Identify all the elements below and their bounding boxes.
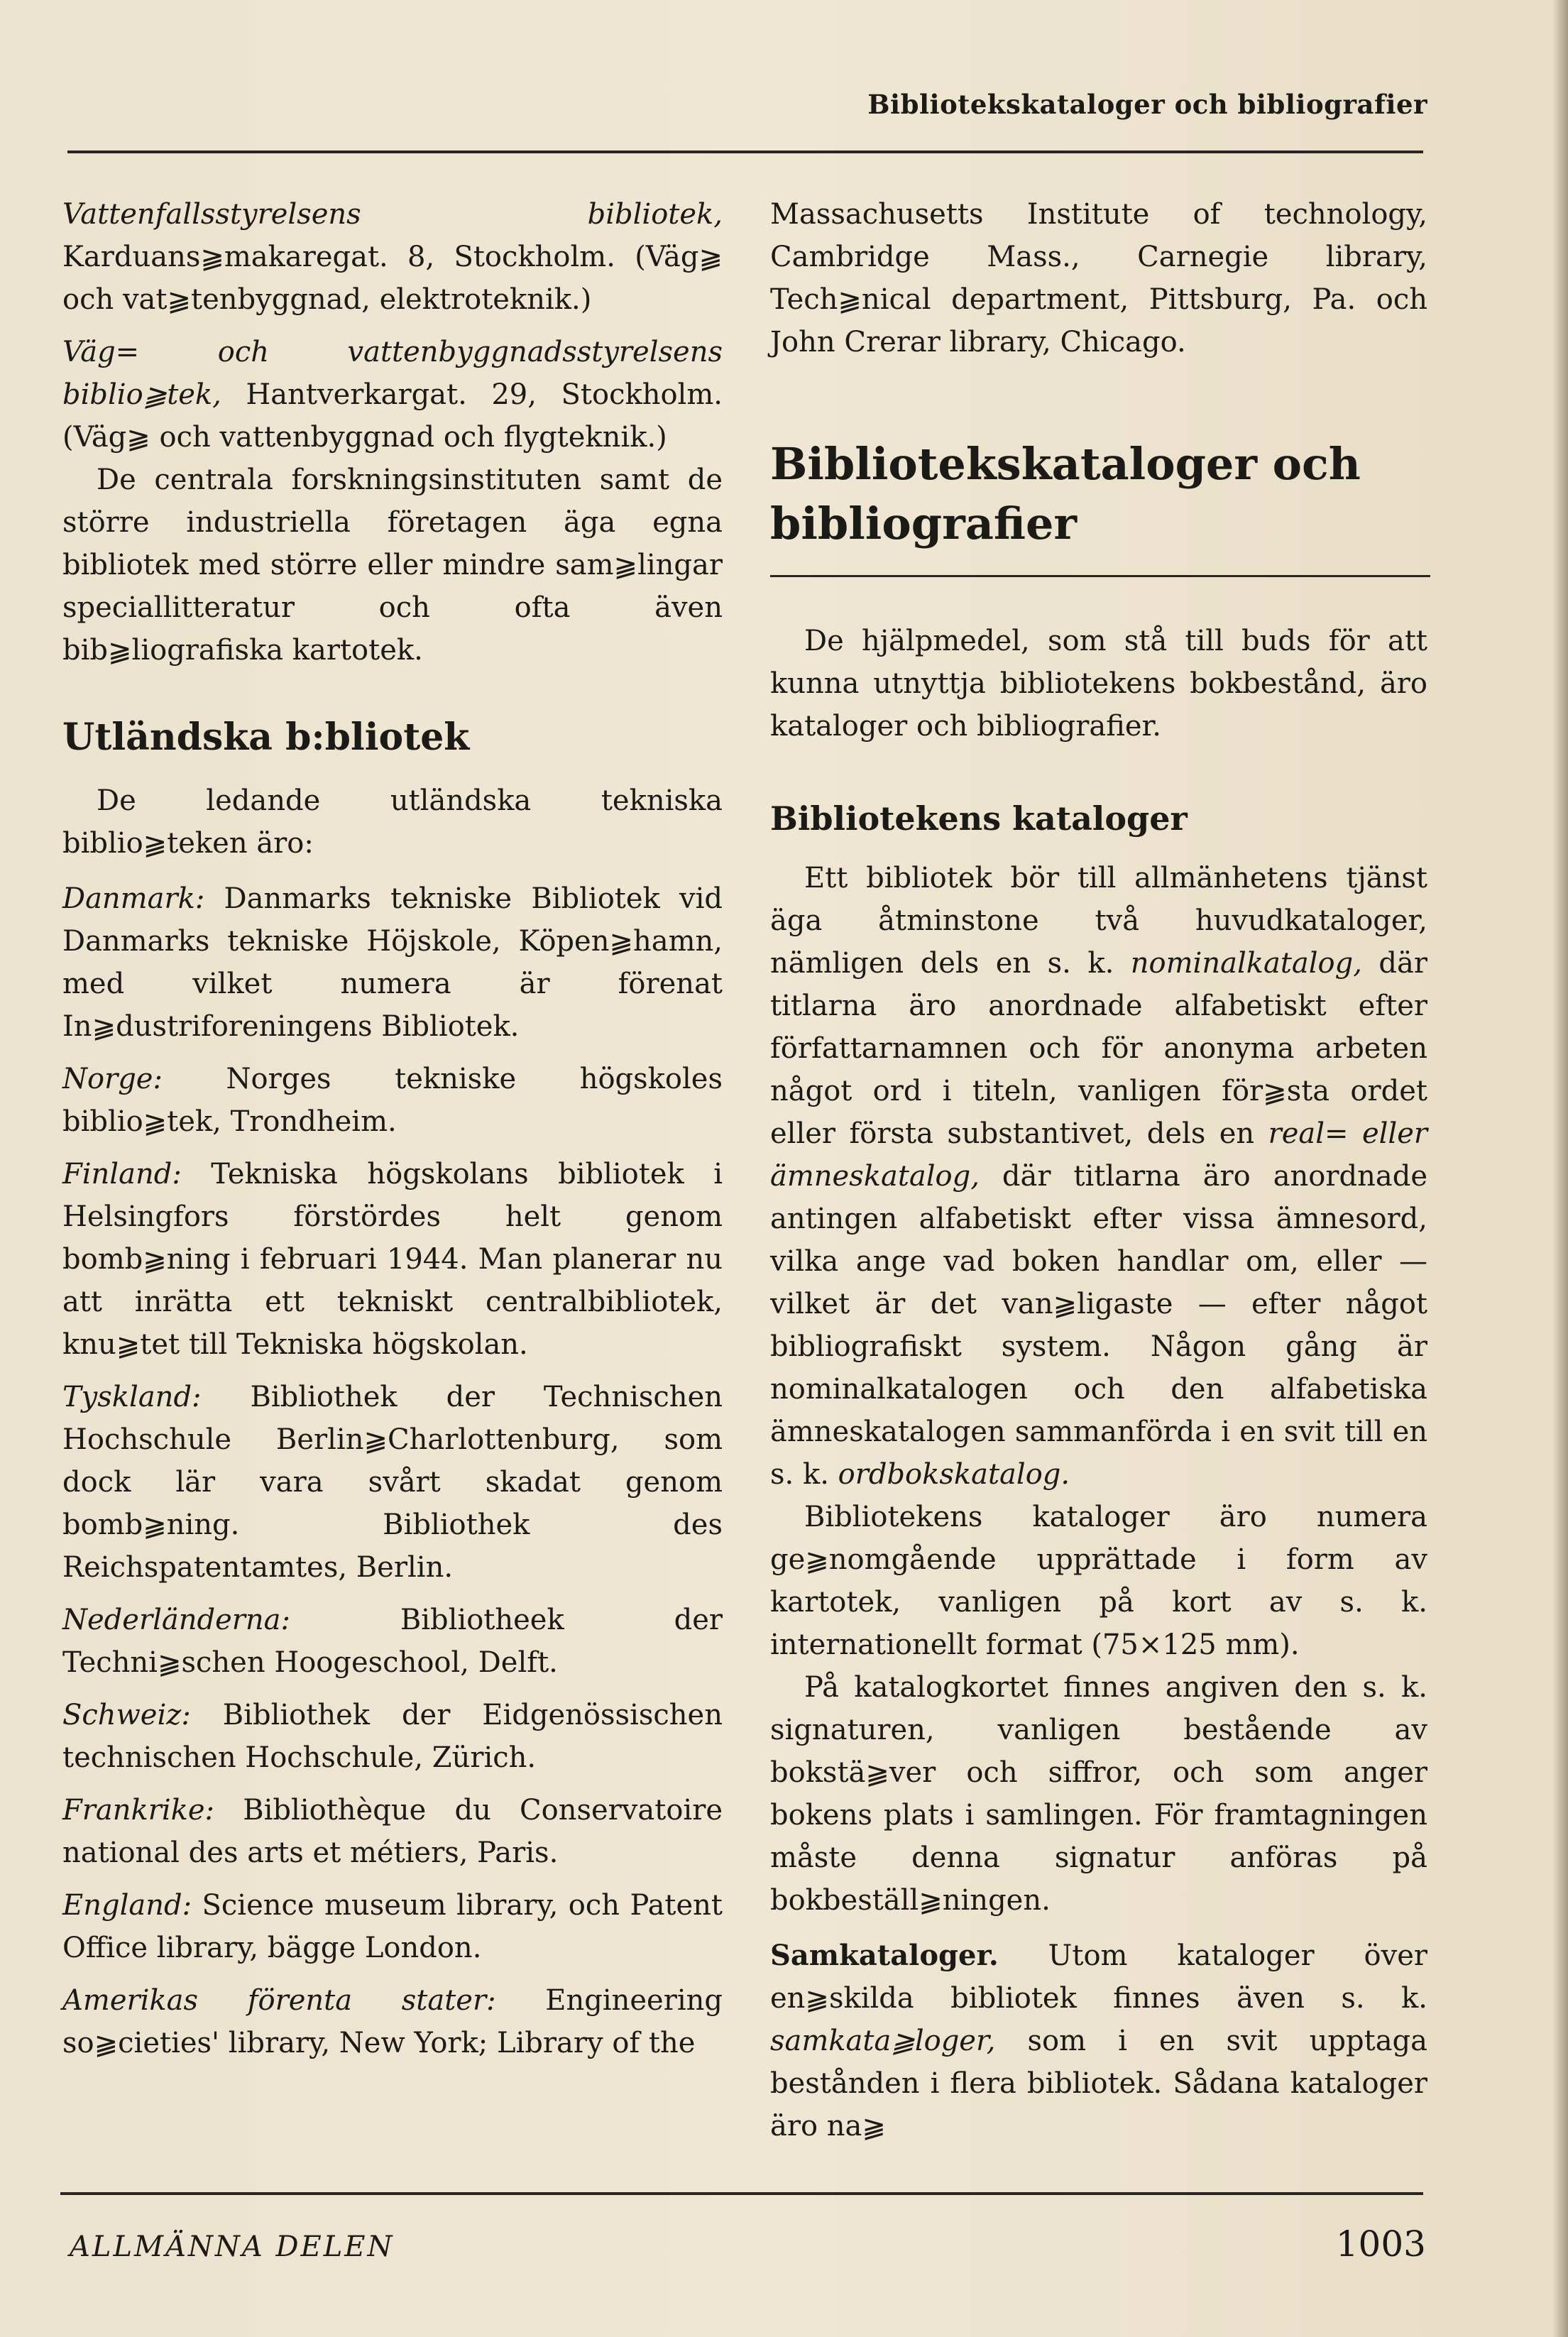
body-paragraph: De ledande utländska tekniska biblio⫺teken äro: bbox=[62, 784, 723, 860]
country-entry bbox=[62, 1376, 723, 1589]
country-label: Danmark: bbox=[62, 882, 205, 915]
body-paragraph: Massachusetts Institute of technology, Cambridge Mass., Carnegie library, Tech⫺nical department, Pittsburg, Pa. och John Crerar library, Chicago. bbox=[770, 198, 1427, 359]
country-entry bbox=[62, 1789, 723, 1874]
library-address: Hantverkargat. 29, Stockholm. (Väg⫺ och vattenbyggnad och flygteknik.) bbox=[62, 378, 723, 454]
header-rule bbox=[67, 150, 1423, 153]
chapter-heading: Bibliotekskataloger och bibliografier bbox=[770, 438, 1361, 549]
country-text: Danmarks tekniske Bibliotek vid Danmarks tekniske Höjskole, Köpen⫺hamn, med vilket numera är förenat In⫺dustriforeningens Bibliotek. bbox=[62, 882, 723, 1043]
text-run: Ett bibliotek bör till allmänhetens tjänst äga åtminstone två huvudkataloger, nämligen dels en s. k. bbox=[770, 862, 1427, 980]
country-label: Norge: bbox=[62, 1063, 163, 1095]
country-label: Amerikas förenta stater: bbox=[62, 1984, 496, 2017]
library-entry bbox=[62, 193, 723, 321]
country-entry bbox=[62, 1153, 723, 1366]
country-text: Norges tekniske högskoles biblio⫺tek, Trondheim. bbox=[62, 1063, 723, 1138]
left-column bbox=[62, 193, 723, 2064]
page-edge-shadow bbox=[1552, 0, 1568, 2337]
body-paragraph bbox=[770, 1934, 1427, 2147]
country-text: Tekniska högskolans bibliotek i Helsingfors förstördes helt genom bomb⫺ning i februari 1944. Man planerar nu att inrätta ett tekniskt centralbibliotek, knu⫺tet till Tekniska högskolan. bbox=[62, 1158, 723, 1361]
library-address: Karduans⫺makaregat. 8, Stockholm. (Väg⫺ och vat⫺tenbyggnad, elektroteknik.) bbox=[62, 241, 723, 316]
page-number: 1003 bbox=[1335, 2223, 1426, 2265]
term: ordbokskatalog. bbox=[838, 1458, 1070, 1491]
country-text: Bibliothèque du Conservatoire national des arts et métiers, Paris. bbox=[62, 1794, 723, 1869]
country-label: Schweiz: bbox=[62, 1699, 191, 1731]
subsection-heading: Bibliotekens kataloger bbox=[770, 799, 1188, 838]
body-paragraph bbox=[770, 857, 1427, 1496]
running-head: Bibliotekskataloger och bibliografier bbox=[867, 89, 1427, 120]
text-run: där titlarna äro anordnade alfabetiskt efter författarnamnen och för anonyma arbeten något ord i titeln, vanligen för⫺sta ordet eller första substantivet, dels en bbox=[770, 947, 1428, 1150]
country-label: England: bbox=[62, 1889, 192, 1922]
section-heading: Utländska b:bliotek bbox=[62, 716, 470, 759]
library-name: Väg= och vattenbyggnadsstyrelsens biblio⫺tek, bbox=[62, 336, 723, 411]
country-entry bbox=[62, 1979, 723, 2064]
right-column bbox=[770, 193, 1427, 2147]
body-paragraph: De hjälpmedel, som stå till buds för att kunna utnyttja bibliotekens bokbestånd, äro kataloger och bibliografier. bbox=[770, 625, 1427, 743]
run-in-heading: Samkataloger. bbox=[770, 1939, 999, 1972]
text-run: där titlarna äro anordnade antingen alfabetiskt efter vissa ämnesord, vilka ange vad boken handlar om, eller — vilket är det van⫺ligaste — efter något bibliografiskt system. Någon gång är nominalkatalogen och den alfabetiska ämneskatalogen sammanförda i en svit till en s. k. bbox=[770, 1160, 1427, 1491]
term: samkata⫺loger, bbox=[770, 2025, 996, 2057]
body-paragraph: De centrala forskningsinstituten samt de större industriella företagen äga egna bibliotek med större eller mindre sam⫺lingar speciallitteratur och ofta även bib⫺liografiska kartotek. bbox=[62, 464, 723, 667]
chapter-rule bbox=[770, 575, 1430, 577]
text-run: Utom kataloger över en⫺skilda bibliotek finnes även s. k. bbox=[770, 1939, 1427, 2015]
country-entry bbox=[62, 1884, 723, 1969]
country-label: Finland: bbox=[62, 1158, 182, 1191]
country-entry bbox=[62, 877, 723, 1048]
country-label: Frankrike: bbox=[62, 1794, 215, 1827]
country-label: Nederländerna: bbox=[62, 1604, 290, 1636]
library-name: Vattenfallsstyrelsens bibliotek, bbox=[62, 198, 723, 231]
country-text: Science museum library, och Patent Office library, bägge London. bbox=[62, 1889, 723, 1964]
country-text: Bibliotheek der Techni⫺schen Hoogeschool, Delft. bbox=[62, 1604, 723, 1679]
country-entry bbox=[62, 1058, 723, 1143]
country-entry bbox=[62, 1694, 723, 1779]
body-paragraph: Bibliotekens kataloger äro numera ge⫺nomgående upprättade i form av kartotek, vanligen på kort av s. k. internationellt format (75×125 mm). bbox=[770, 1501, 1427, 1661]
footer-section: ALLMÄNNA DELEN bbox=[70, 2231, 395, 2263]
library-entry bbox=[62, 331, 723, 459]
country-text: Engineering so⫺cieties' library, New York; Library of the bbox=[62, 1984, 723, 2059]
country-entry bbox=[62, 1599, 723, 1684]
country-label: Tyskland: bbox=[62, 1381, 202, 1413]
term: real= eller ämneskatalog, bbox=[770, 1117, 1427, 1193]
country-text: Bibliothek der Eidgenössischen technischen Hochschule, Zürich. bbox=[62, 1699, 723, 1774]
footer-rule bbox=[60, 2192, 1423, 2195]
body-paragraph: På katalogkortet finnes angiven den s. k. signaturen, vanligen bestående av bokstä⫺ver och siffror, och som anger bokens plats i samlingen. För framtagningen måste denna signatur anföras på bokbeställ⫺ningen. bbox=[770, 1671, 1427, 1917]
country-text: Bibliothek der Technischen Hochschule Berlin⫺Charlottenburg, som dock lär vara svårt skadat genom bomb⫺ning. Bibliothek des Reichspatentamtes, Berlin. bbox=[62, 1381, 723, 1584]
term: nominalkatalog, bbox=[1130, 947, 1362, 980]
text-run: som i en svit upptaga bestånden i flera bibliotek. Sådana kataloger äro na⫺ bbox=[770, 2025, 1427, 2142]
